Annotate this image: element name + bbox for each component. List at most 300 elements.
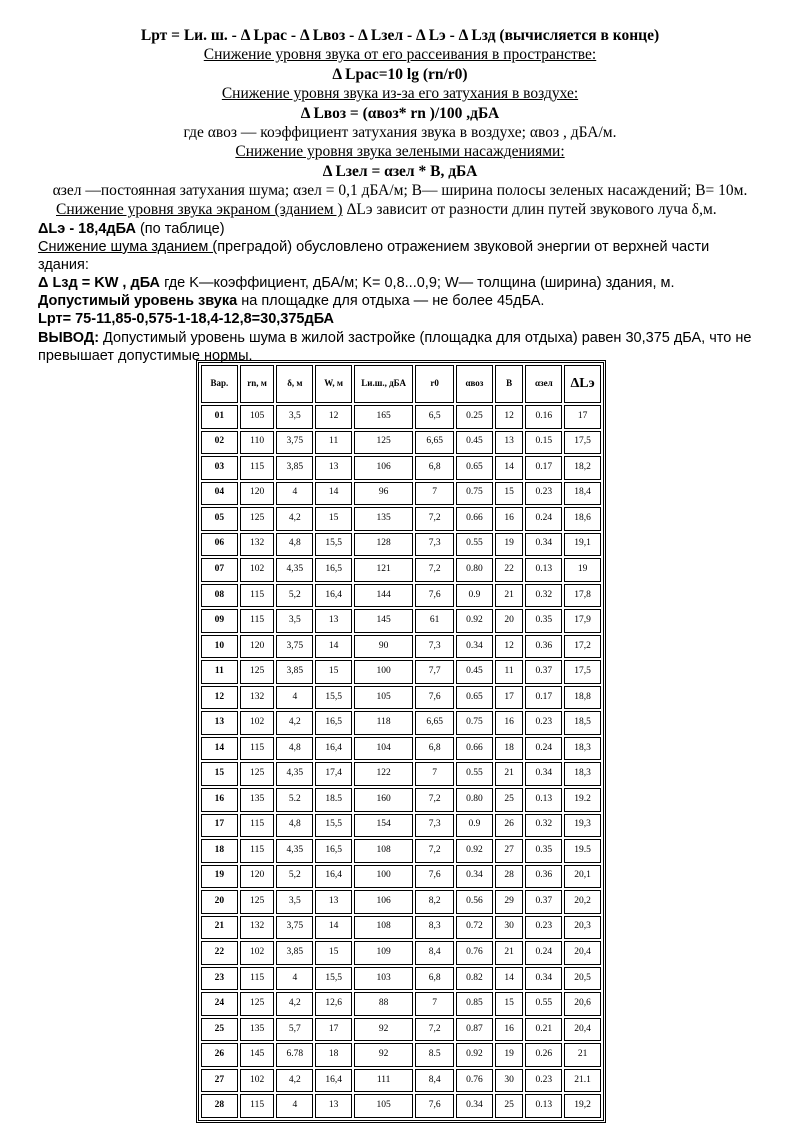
building-heading: Снижение шума зданием ( <box>38 238 218 255</box>
table-cell: 108 <box>354 839 413 863</box>
table-cell: 0.34 <box>525 533 562 557</box>
table-cell: 21.1 <box>564 1069 601 1093</box>
table-cell: 4 <box>276 967 313 991</box>
table-cell: 0.37 <box>525 890 562 914</box>
variant-number: 08 <box>201 584 238 608</box>
table-cell: 132 <box>240 533 275 557</box>
table-cell: 6.78 <box>276 1043 313 1067</box>
table-cell: 7 <box>415 992 454 1016</box>
table-row <box>201 737 601 761</box>
table-cell: 15,5 <box>315 814 352 838</box>
table-cell: 13 <box>315 609 352 633</box>
table-cell: 18,8 <box>564 686 601 710</box>
table-cell: 100 <box>354 660 413 684</box>
table-cell: 0.80 <box>456 558 493 582</box>
table-cell: 7,2 <box>415 839 454 863</box>
table-cell: 0.24 <box>525 941 562 965</box>
table-cell: 0.15 <box>525 431 562 455</box>
table-cell: 19,2 <box>564 1094 601 1118</box>
table-cell: 18,5 <box>564 711 601 735</box>
header-delta-le: ΔLэ <box>564 365 601 403</box>
table-cell: 110 <box>240 431 275 455</box>
table-cell: 14 <box>315 635 352 659</box>
table-row <box>201 788 601 812</box>
table-cell: 0.17 <box>525 456 562 480</box>
air-attenuation-description: где αвоз — коэффициент затухания звука в воздухе; αвоз , дБА/м. <box>183 123 617 141</box>
table-cell: 15 <box>315 507 352 531</box>
table-cell: 125 <box>240 890 275 914</box>
table-cell: 0.55 <box>456 533 493 557</box>
table-cell: 105 <box>354 1094 413 1118</box>
table-cell: 20,5 <box>564 967 601 991</box>
table-cell: 12 <box>495 405 524 429</box>
table-cell: 18,3 <box>564 762 601 786</box>
table-cell: 0.87 <box>456 1018 493 1042</box>
building-paragraph <box>38 238 762 274</box>
table-cell: 0.23 <box>525 711 562 735</box>
table-cell: 7,2 <box>415 507 454 531</box>
table-cell: 3,85 <box>276 941 313 965</box>
table-cell: 106 <box>354 890 413 914</box>
table-cell: 25 <box>495 788 524 812</box>
header-rn: rn, м <box>240 365 275 403</box>
table-cell: 13 <box>315 456 352 480</box>
table-cell: 0.13 <box>525 1094 562 1118</box>
table-cell: 7,3 <box>415 533 454 557</box>
table-cell: 0.37 <box>525 660 562 684</box>
header-alpha-air: αвоз <box>456 365 493 403</box>
variant-number: 12 <box>201 686 238 710</box>
table-cell: 125 <box>240 507 275 531</box>
table-row <box>201 456 601 480</box>
variant-number: 21 <box>201 916 238 940</box>
table-cell: 115 <box>240 584 275 608</box>
table-cell: 165 <box>354 405 413 429</box>
table-cell: 19,1 <box>564 533 601 557</box>
table-cell: 19 <box>495 533 524 557</box>
table-cell: 125 <box>240 660 275 684</box>
table-row <box>201 916 601 940</box>
table-row <box>201 609 601 633</box>
main-formula: Lрт = Lи. ш. - Δ Lрас - Δ Lвоз - Δ Lзел - Δ Lэ - Δ Lзд (вычисляется в конце) <box>140 27 660 44</box>
screen-heading: Снижение уровня звука экраном (зданием ) <box>56 201 343 219</box>
table-cell: 0.92 <box>456 1043 493 1067</box>
variant-number: 11 <box>201 660 238 684</box>
variant-number: 10 <box>201 635 238 659</box>
table-cell: 7 <box>415 762 454 786</box>
table-cell: 0.34 <box>456 865 493 889</box>
table-cell: 0.24 <box>525 737 562 761</box>
table-cell: 125 <box>354 431 413 455</box>
table-cell: 100 <box>354 865 413 889</box>
table-cell: 125 <box>240 762 275 786</box>
variant-number: 05 <box>201 507 238 531</box>
table-cell: 25 <box>495 1094 524 1118</box>
table-cell: 135 <box>240 788 275 812</box>
table-cell: 102 <box>240 711 275 735</box>
table-cell: 21 <box>495 584 524 608</box>
table-row <box>201 533 601 557</box>
table-cell: 3,75 <box>276 916 313 940</box>
table-cell: 4,2 <box>276 1069 313 1093</box>
table-cell: 102 <box>240 941 275 965</box>
table-cell: 120 <box>240 635 275 659</box>
table-cell: 102 <box>240 558 275 582</box>
table-cell: 3,85 <box>276 456 313 480</box>
table-cell: 18 <box>495 737 524 761</box>
table-cell: 121 <box>354 558 413 582</box>
variant-number: 18 <box>201 839 238 863</box>
dispersion-heading: Снижение уровня звука от его рассеивания в пространстве: <box>203 46 597 64</box>
table-cell: 19 <box>564 558 601 582</box>
table-row <box>201 992 601 1016</box>
building-formula-line <box>38 274 762 292</box>
table-cell: 3,5 <box>276 890 313 914</box>
table-cell: 18,4 <box>564 482 601 506</box>
table-row <box>201 1018 601 1042</box>
table-cell: 0.9 <box>456 814 493 838</box>
table-cell: 7,6 <box>415 686 454 710</box>
table-cell: 4,8 <box>276 533 313 557</box>
table-cell: 0.82 <box>456 967 493 991</box>
table-cell: 6,8 <box>415 967 454 991</box>
table-cell: 4,8 <box>276 814 313 838</box>
table-cell: 61 <box>415 609 454 633</box>
table-cell: 115 <box>240 839 275 863</box>
table-cell: 17,8 <box>564 584 601 608</box>
dispersion-formula: Δ Lрас=10 lg (rn/r0) <box>332 65 468 83</box>
conclusion-text: Допустимый уровень шума в жилой застройке (площадка для отдыха) равен 30,375 дБА, что не превышает допустимые нормы. <box>38 329 752 364</box>
table-cell: 17 <box>495 686 524 710</box>
table-cell: 15,5 <box>315 533 352 557</box>
table-cell: 5,2 <box>276 865 313 889</box>
table-cell: 4 <box>276 1094 313 1118</box>
table-cell: 4,2 <box>276 507 313 531</box>
table-cell: 14 <box>495 967 524 991</box>
table-cell: 102 <box>240 1069 275 1093</box>
table-cell: 7,2 <box>415 788 454 812</box>
table-cell: 0.66 <box>456 507 493 531</box>
table-cell: 21 <box>495 762 524 786</box>
table-cell: 8.5 <box>415 1043 454 1067</box>
table-row <box>201 711 601 735</box>
table-cell: 12,6 <box>315 992 352 1016</box>
table-cell: 0.36 <box>525 865 562 889</box>
table-cell: 0.56 <box>456 890 493 914</box>
table-cell: 3,75 <box>276 431 313 455</box>
table-cell: 20,3 <box>564 916 601 940</box>
header-b: B <box>495 365 524 403</box>
table-cell: 109 <box>354 941 413 965</box>
header-variant: Вар. <box>201 365 238 403</box>
air-attenuation-heading: Снижение уровня звука из-за его затухания в воздухе: <box>221 85 579 103</box>
table-cell: 11 <box>495 660 524 684</box>
table-cell: 115 <box>240 814 275 838</box>
table-cell: 16,4 <box>315 584 352 608</box>
table-cell: 18,2 <box>564 456 601 480</box>
table-cell: 13 <box>315 890 352 914</box>
table-cell: 0.26 <box>525 1043 562 1067</box>
table-cell: 4 <box>276 482 313 506</box>
air-attenuation-formula: Δ Lвоз = (αвоз* rn )/100 ,дБА <box>300 104 500 122</box>
table-cell: 16 <box>495 711 524 735</box>
table-cell: 17,2 <box>564 635 601 659</box>
table-cell: 0.13 <box>525 558 562 582</box>
table-header-row <box>201 365 601 403</box>
table-body <box>201 405 601 1118</box>
table-cell: 0.66 <box>456 737 493 761</box>
table-cell: 135 <box>354 507 413 531</box>
table-cell: 135 <box>240 1018 275 1042</box>
table-cell: 7 <box>415 482 454 506</box>
table-cell: 0.92 <box>456 839 493 863</box>
table-cell: 17 <box>564 405 601 429</box>
table-cell: 4,2 <box>276 992 313 1016</box>
table-cell: 132 <box>240 686 275 710</box>
table-cell: 115 <box>240 456 275 480</box>
table-cell: 8,3 <box>415 916 454 940</box>
table-cell: 0.75 <box>456 711 493 735</box>
table-cell: 105 <box>354 686 413 710</box>
table-cell: 18,6 <box>564 507 601 531</box>
table-cell: 13 <box>315 1094 352 1118</box>
table-cell: 115 <box>240 737 275 761</box>
variant-number: 20 <box>201 890 238 914</box>
table-cell: 0.80 <box>456 788 493 812</box>
table-cell: 125 <box>240 992 275 1016</box>
table-cell: 0.35 <box>525 839 562 863</box>
table-cell: 0.23 <box>525 1069 562 1093</box>
table-cell: 0.32 <box>525 814 562 838</box>
table-cell: 16,4 <box>315 865 352 889</box>
table-cell: 20,1 <box>564 865 601 889</box>
table-cell: 0.45 <box>456 660 493 684</box>
table-cell: 22 <box>495 558 524 582</box>
table-cell: 15,5 <box>315 967 352 991</box>
table-row <box>201 1069 601 1093</box>
table-cell: 29 <box>495 890 524 914</box>
variant-number: 19 <box>201 865 238 889</box>
table-cell: 0.85 <box>456 992 493 1016</box>
table-cell: 145 <box>354 609 413 633</box>
table-cell: 15 <box>495 482 524 506</box>
table-row <box>201 1094 601 1118</box>
table-cell: 7,3 <box>415 635 454 659</box>
table-cell: 0.35 <box>525 609 562 633</box>
table-row <box>201 431 601 455</box>
table-cell: 120 <box>240 482 275 506</box>
table-cell: 92 <box>354 1018 413 1042</box>
building-description: где K—коэффициент, дБА/м; K= 0,8...0,9; W— толщина (ширина) здания, м. <box>160 275 675 292</box>
table-row <box>201 967 601 991</box>
table-cell: 6,65 <box>415 431 454 455</box>
table-cell: 26 <box>495 814 524 838</box>
table-cell: 15 <box>495 992 524 1016</box>
table-cell: 18.5 <box>315 788 352 812</box>
table-cell: 30 <box>495 916 524 940</box>
screen-text: ΔLэ зависит от разности длин путей звукового луча δ,м. <box>342 201 717 219</box>
header-lish: Lи.ш., дБА <box>354 365 413 403</box>
table-cell: 7,3 <box>415 814 454 838</box>
table-cell: 3,5 <box>276 609 313 633</box>
table-cell: 0.34 <box>456 1094 493 1118</box>
table-cell: 7,2 <box>415 1018 454 1042</box>
permissible-level-line <box>38 292 762 310</box>
table-cell: 3,85 <box>276 660 313 684</box>
table-cell: 15 <box>315 941 352 965</box>
table-cell: 13 <box>495 431 524 455</box>
calculation-result: Lрт= 75-11,85-0,575-1-18,4-12,8=30,375дБА <box>38 311 335 328</box>
table-cell: 5.2 <box>276 788 313 812</box>
table-cell: 7,7 <box>415 660 454 684</box>
screen-value: ΔLэ - 18,4дБА <box>38 220 136 237</box>
table-row <box>201 1043 601 1067</box>
header-delta: δ, м <box>276 365 313 403</box>
document-text <box>0 0 800 365</box>
table-cell: 0.25 <box>456 405 493 429</box>
table-cell: 19 <box>495 1043 524 1067</box>
table-cell: 4,35 <box>276 839 313 863</box>
header-r0: r0 <box>415 365 454 403</box>
table-cell: 115 <box>240 1094 275 1118</box>
table-cell: 3,75 <box>276 635 313 659</box>
table-cell: 145 <box>240 1043 275 1067</box>
table-cell: 8,2 <box>415 890 454 914</box>
table-cell: 5,7 <box>276 1018 313 1042</box>
table-cell: 6,8 <box>415 456 454 480</box>
table-cell: 7,6 <box>415 865 454 889</box>
variant-number: 04 <box>201 482 238 506</box>
table-cell: 7,2 <box>415 558 454 582</box>
variant-number: 24 <box>201 992 238 1016</box>
table-cell: 14 <box>315 916 352 940</box>
table-cell: 16,5 <box>315 711 352 735</box>
screen-paragraph <box>38 200 762 219</box>
table-row <box>201 762 601 786</box>
table-cell: 16,5 <box>315 558 352 582</box>
table-cell: 18 <box>315 1043 352 1067</box>
variant-number: 22 <box>201 941 238 965</box>
table-cell: 122 <box>354 762 413 786</box>
table-cell: 0.76 <box>456 1069 493 1093</box>
table-cell: 120 <box>240 865 275 889</box>
variant-number: 28 <box>201 1094 238 1118</box>
variant-number: 14 <box>201 737 238 761</box>
table-cell: 0.23 <box>525 482 562 506</box>
table-cell: 20,4 <box>564 1018 601 1042</box>
table-cell: 90 <box>354 635 413 659</box>
table-cell: 16 <box>495 507 524 531</box>
table-cell: 12 <box>315 405 352 429</box>
table-cell: 0.24 <box>525 507 562 531</box>
table-cell: 115 <box>240 609 275 633</box>
table-cell: 4,8 <box>276 737 313 761</box>
table-cell: 21 <box>495 941 524 965</box>
permissible-level-label: Допустимый уровень звука <box>38 293 238 310</box>
green-formula: Δ Lзел = αзел * B, дБА <box>322 162 478 180</box>
table-cell: 160 <box>354 788 413 812</box>
conclusion-label: ВЫВОД: <box>38 329 100 346</box>
table-cell: 104 <box>354 737 413 761</box>
table-row <box>201 865 601 889</box>
table-cell: 12 <box>495 635 524 659</box>
table-cell: 17 <box>315 1018 352 1042</box>
table-cell: 8,4 <box>415 941 454 965</box>
table-cell: 6,5 <box>415 405 454 429</box>
variant-number: 27 <box>201 1069 238 1093</box>
table-cell: 0.75 <box>456 482 493 506</box>
table-cell: 15 <box>315 660 352 684</box>
table-cell: 6,65 <box>415 711 454 735</box>
table-cell: 0.65 <box>456 686 493 710</box>
table-cell: 0.76 <box>456 941 493 965</box>
table-row <box>201 405 601 429</box>
table-row <box>201 584 601 608</box>
table-cell: 17,9 <box>564 609 601 633</box>
table-cell: 21 <box>564 1043 601 1067</box>
table-cell: 88 <box>354 992 413 1016</box>
table-cell: 27 <box>495 839 524 863</box>
table-cell: 17,4 <box>315 762 352 786</box>
table-cell: 0.17 <box>525 686 562 710</box>
permissible-level-text: на площадке для отдыха — не более 45дБА. <box>237 293 545 310</box>
table-cell: 96 <box>354 482 413 506</box>
table-cell: 11 <box>315 431 352 455</box>
screen-value-line <box>38 220 762 238</box>
variants-table <box>196 360 606 1123</box>
variant-number: 07 <box>201 558 238 582</box>
table-cell: 0.55 <box>525 992 562 1016</box>
variant-number: 15 <box>201 762 238 786</box>
header-w: W, м <box>315 365 352 403</box>
table-row <box>201 660 601 684</box>
table-row <box>201 507 601 531</box>
table-cell: 115 <box>240 967 275 991</box>
table-cell: 30 <box>495 1069 524 1093</box>
table-row <box>201 890 601 914</box>
table-cell: 16 <box>495 1018 524 1042</box>
table-cell: 0.9 <box>456 584 493 608</box>
table-cell: 20,6 <box>564 992 601 1016</box>
table-cell: 103 <box>354 967 413 991</box>
variant-number: 13 <box>201 711 238 735</box>
table-cell: 6,8 <box>415 737 454 761</box>
table-row <box>201 839 601 863</box>
table-cell: 28 <box>495 865 524 889</box>
table-cell: 4,35 <box>276 558 313 582</box>
table-cell: 16,4 <box>315 737 352 761</box>
table-cell: 17,5 <box>564 660 601 684</box>
variant-number: 26 <box>201 1043 238 1067</box>
table-cell: 7,6 <box>415 584 454 608</box>
table-cell: 20,4 <box>564 941 601 965</box>
table-row <box>201 635 601 659</box>
table-cell: 106 <box>354 456 413 480</box>
table-row <box>201 686 601 710</box>
table-cell: 18,3 <box>564 737 601 761</box>
variant-number: 17 <box>201 814 238 838</box>
table-cell: 4 <box>276 686 313 710</box>
table-cell: 0.65 <box>456 456 493 480</box>
table-cell: 14 <box>495 456 524 480</box>
table-cell: 15,5 <box>315 686 352 710</box>
table-cell: 0.55 <box>456 762 493 786</box>
table-cell: 17,5 <box>564 431 601 455</box>
screen-value-note: (по таблице) <box>135 220 225 237</box>
variant-number: 06 <box>201 533 238 557</box>
table-cell: 0.23 <box>525 916 562 940</box>
table-cell: 0.34 <box>456 635 493 659</box>
